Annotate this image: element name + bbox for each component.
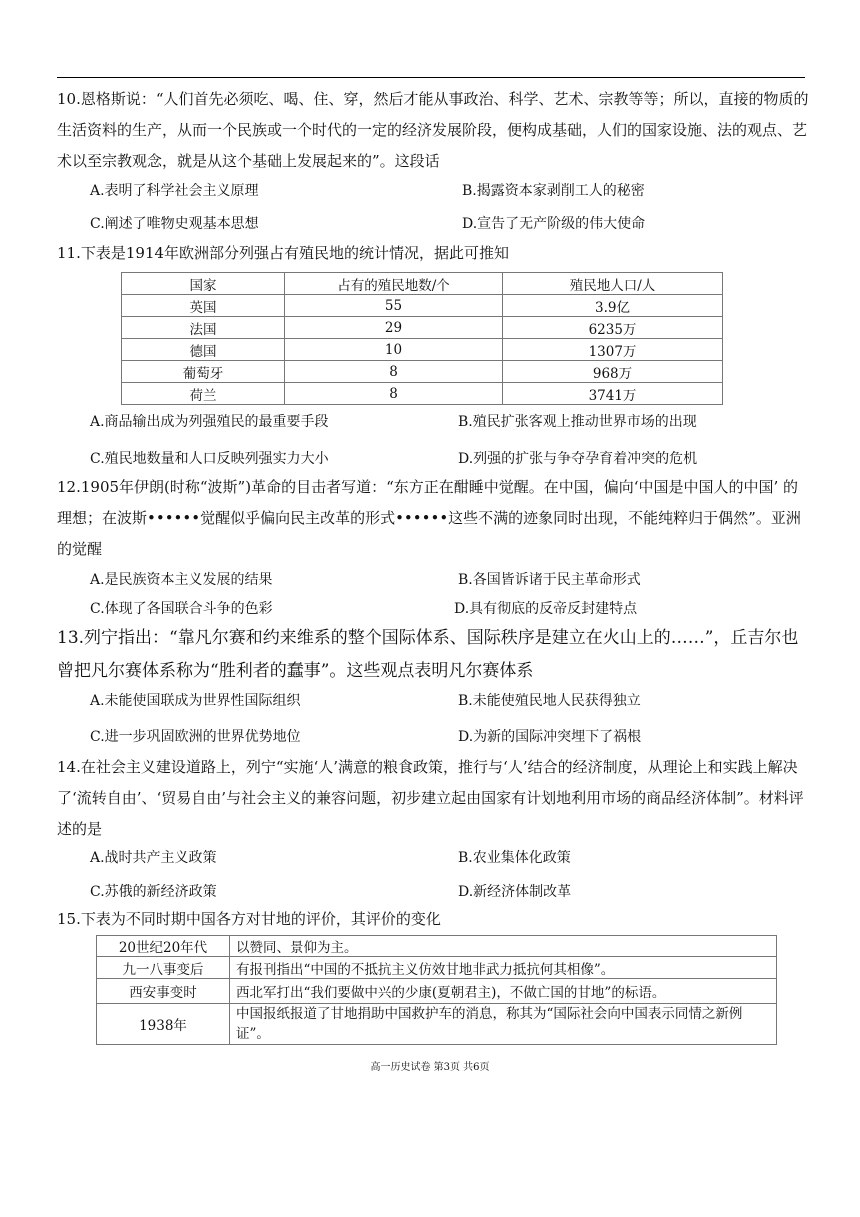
question-15-stem: 15.下表为不同时期中国各方对甘地的评价，其评价的变化	[57, 910, 441, 928]
table-row	[122, 295, 723, 317]
option-b[interactable]: B.殖民扩张客观上推动世界市场的出现	[458, 414, 697, 430]
question-12-stem: 12.1905年伊朗(时称“波斯”)革命的目击者写道：“东方正在酣睡中觉醒。在中国，偏向‘中国是中国人的中国’ 的理想；在波斯••••••觉醒似乎偏向民主改革的形式••••••这些不满的迹象同时出现，不能纯粹归于偶然”。亚洲的觉醒	[57, 478, 801, 558]
option-d[interactable]: D.宣告了无产阶级的伟大使命	[462, 216, 646, 232]
question-11-stem: 11.下表是1914年欧洲部分列强占有殖民地的统计情况，据此可推知	[57, 244, 510, 262]
table-cell: 10	[285, 339, 503, 361]
top-rule	[57, 77, 805, 78]
table-row	[122, 361, 723, 383]
question-14-stem: 14.在社会主义建设道路上，列宁“实施‘人’满意的粮食政策，推行与‘人’结合的经济制度，从理论上和实践上解决了‘流转自由’、‘贸易自由’与社会主义的兼容问题，初步建立起由国家有计划地利用市场的商品经济体制”。材料评述的是	[57, 758, 804, 838]
option-c[interactable]: C.阐述了唯物史观基本思想	[90, 216, 259, 232]
question-10-stem: 10.恩格斯说：“人们首先必须吃、喝、住、穿，然后才能从事政治、科学、艺术、宗教等等；所以，直接的物质的生活资料的生产，从而一个民族或一个时代的一定的经济发展阶段，便构成基础，人们的国家设施、法的观点、艺术以至宗教观念，就是从这个基础上发展起来的”。这段话	[57, 90, 809, 170]
table-cell: 法国	[122, 317, 285, 339]
question-15	[57, 904, 809, 935]
table-header-cell: 殖民地人口/人	[503, 273, 723, 295]
gandhi-table	[96, 935, 777, 1045]
option-a[interactable]: A.未能使国联成为世界性国际组织	[90, 693, 301, 709]
table-header-cell: 占有的殖民地数/个	[285, 273, 503, 295]
table-cell: 1938年	[97, 1004, 230, 1045]
question-14	[57, 752, 809, 845]
option-d[interactable]: D.具有彻底的反帝反封建特点	[454, 601, 638, 617]
table-row	[97, 1004, 777, 1045]
table-cell: 3.9亿	[503, 295, 723, 317]
option-c[interactable]: C.体现了各国联合斗争的色彩	[90, 601, 273, 617]
table-row	[97, 979, 777, 1004]
table-cell: 德国	[122, 339, 285, 361]
table-cell: 8	[285, 383, 503, 405]
table-cell: 55	[285, 295, 503, 317]
table-cell: 西北军打出“我们要做中兴的少康(夏朝君主)，不做亡国的甘地”的标语。	[230, 979, 777, 1004]
table-cell: 中国报纸报道了甘地捐助中国救护车的消息，称其为“国际社会向中国表示同情之新例证”。	[230, 1004, 777, 1045]
option-b[interactable]: B.未能使殖民地人民获得独立	[458, 693, 641, 709]
table-cell: 以赞同、景仰为主。	[230, 936, 777, 957]
option-c[interactable]: C.苏俄的新经济政策	[90, 884, 217, 900]
table-cell: 8	[285, 361, 503, 383]
table-cell: 3741万	[503, 383, 723, 405]
option-b[interactable]: B.揭露资本家剥削工人的秘密	[462, 183, 645, 199]
table-cell: 968万	[503, 361, 723, 383]
question-10	[57, 84, 809, 177]
table-cell: 6235万	[503, 317, 723, 339]
table-header-cell: 国家	[122, 273, 285, 295]
table-cell: 29	[285, 317, 503, 339]
colony-table	[121, 272, 723, 405]
table-cell: 荷兰	[122, 383, 285, 405]
table-row	[122, 317, 723, 339]
option-b[interactable]: B.各国皆诉诸于民主革命形式	[458, 572, 641, 588]
option-a[interactable]: A.战时共产主义政策	[90, 850, 217, 866]
option-d[interactable]: D.列强的扩张与争夺孕育着冲突的危机	[458, 451, 698, 467]
option-a[interactable]: A.是民族资本主义发展的结果	[90, 572, 273, 588]
option-b[interactable]: B.农业集体化政策	[458, 850, 571, 866]
table-cell: 1307万	[503, 339, 723, 361]
table-cell: 20世纪20年代	[97, 936, 230, 957]
question-11	[57, 238, 809, 269]
option-c[interactable]: C.殖民地数量和人口反映列强实力大小	[90, 451, 329, 467]
question-12	[57, 472, 809, 565]
table-cell: 九一八事变后	[97, 957, 230, 979]
question-13-stem: 13.列宁指出：“靠凡尔赛和约来维系的整个国际体系、国际秩序是建立在火山上的……”，丘吉尔也曾把凡尔赛体系称为“胜利者的蠢事”。这些观点表明凡尔赛体系	[57, 628, 799, 681]
table-row	[122, 383, 723, 405]
option-d[interactable]: D.为新的国际冲突埋下了祸根	[458, 729, 642, 745]
page-footer: 高一历史试卷 第3页 共6页	[370, 1062, 490, 1073]
option-a[interactable]: A.表明了科学社会主义原理	[90, 183, 259, 199]
question-13	[57, 622, 809, 688]
table-row	[97, 957, 777, 979]
table-cell: 西安事变时	[97, 979, 230, 1004]
table-header-row	[122, 273, 723, 295]
option-a[interactable]: A.商品输出成为列强殖民的最重要手段	[90, 414, 329, 430]
option-d[interactable]: D.新经济体制改革	[458, 884, 572, 900]
option-c[interactable]: C.进一步巩固欧洲的世界优势地位	[90, 729, 301, 745]
table-row	[122, 339, 723, 361]
table-row	[97, 936, 777, 957]
table-cell: 有报刊指出“中国的不抵抗主义仿效甘地非武力抵抗何其相像”。	[230, 957, 777, 979]
table-cell: 葡萄牙	[122, 361, 285, 383]
table-cell: 英国	[122, 295, 285, 317]
